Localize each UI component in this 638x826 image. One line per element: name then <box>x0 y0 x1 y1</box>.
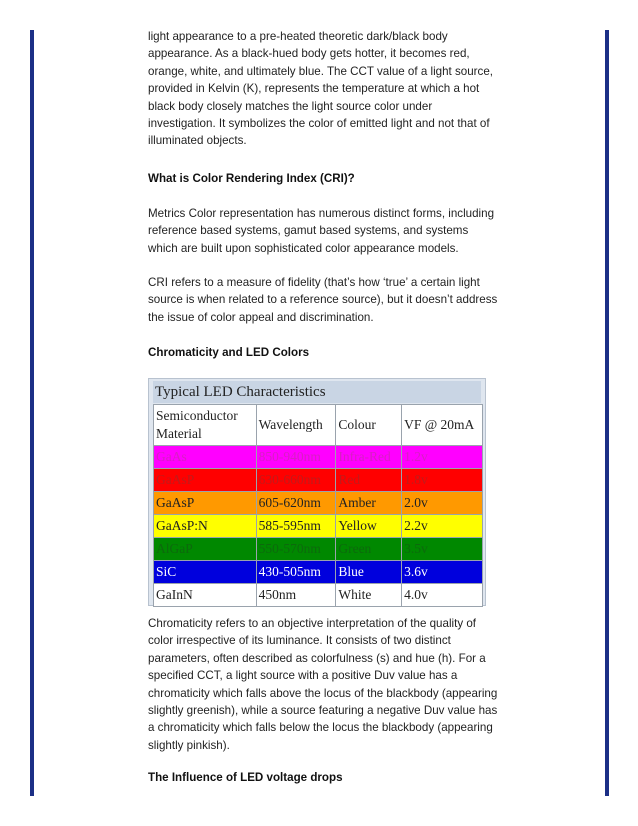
table-cell-material: GaAsP <box>154 492 257 515</box>
table-row <box>154 446 483 469</box>
table-cell-vf: 3.5v <box>402 538 483 561</box>
paragraph-cct: light appearance to a pre-heated theoretic dark/black body appearance. As a black-hued body gets hotter, it becomes red, orange, white, and ultimately blue. The CCT value of a light source, provided in Kelvin (K), represents the temperature at which a hot black body closely matches the light source color under investigation. It symbolizes the color of emitted light and not that of illuminated objects. <box>148 30 493 148</box>
table-cell-wavelength: 605-620nm <box>256 492 336 515</box>
table-cell-vf: 4.0v <box>402 584 483 607</box>
table-cell-wavelength: 550-570nm <box>256 538 336 561</box>
table-cell-material: GaAsP:N <box>154 515 257 538</box>
table-row <box>154 469 483 492</box>
header-colour: Colour <box>336 405 402 446</box>
table-title: Typical LED Characteristics <box>153 381 481 403</box>
table-row <box>154 492 483 515</box>
header-wavelength: Wavelength <box>256 405 336 446</box>
table-cell-colour: Infra-Red <box>336 446 402 469</box>
table-cell-colour: Green <box>336 538 402 561</box>
table-cell-material: GaAsP <box>154 469 257 492</box>
header-vf: VF @ 20mA <box>402 405 483 446</box>
table-row <box>154 584 483 607</box>
table-row <box>154 538 483 561</box>
table-cell-vf: 3.6v <box>402 561 483 584</box>
table-header-row <box>154 405 483 446</box>
right-rail-border <box>605 30 609 796</box>
table-cell-material: GaAs <box>154 446 257 469</box>
heading-voltage-drops: The Influence of LED voltage drops <box>148 771 343 784</box>
left-rail-border <box>30 30 34 796</box>
table-cell-wavelength: 630-660nm <box>256 469 336 492</box>
table-cell-vf: 1.2v <box>402 446 483 469</box>
table-cell-colour: Amber <box>336 492 402 515</box>
heading-cri: What is Color Rendering Index (CRI)? <box>148 172 355 185</box>
heading-chromaticity: Chromaticity and LED Colors <box>148 346 310 359</box>
table-row <box>154 515 483 538</box>
table-cell-wavelength: 850-940nm <box>256 446 336 469</box>
table-cell-colour: Red <box>336 469 402 492</box>
table-cell-colour: Blue <box>336 561 402 584</box>
led-characteristics-table-image <box>148 378 486 606</box>
paragraph-chromaticity: Chromaticity refers to an objective interpretation of the quality of color irrespective of its luminance. It consists of two distinct parameters, often described as colorfulness (s) and hue (h). For a specified CCT, a light source with a positive Duv value has a chromaticity which falls above the locus of the blackbody (appearing slightly greenish), while a source featuring a negative Duv value has a chromaticity which falls below the locus the blackbody (appearing slightly pinkish). <box>148 617 498 752</box>
table-cell-wavelength: 450nm <box>256 584 336 607</box>
table-cell-material: SiC <box>154 561 257 584</box>
table-cell-colour: White <box>336 584 402 607</box>
paragraph-cri-fidelity: CRI refers to a measure of fidelity (that’s how ‘true’ a certain light source is when related to a reference source), but it doesn’t address the issue of color appeal and discrimination. <box>148 276 498 324</box>
table-cell-wavelength: 430-505nm <box>256 561 336 584</box>
table-cell-vf: 2.2v <box>402 515 483 538</box>
table-cell-vf: 2.0v <box>402 492 483 515</box>
header-material: Semiconductor Material <box>154 405 257 446</box>
paragraph-metrics: Metrics Color representation has numerous distinct forms, including reference based systems, gamut based systems, and systems which are built upon sophisticated color appearance models. <box>148 207 495 255</box>
led-table <box>153 404 483 607</box>
table-cell-material: GaInN <box>154 584 257 607</box>
table-cell-vf: 1.8v <box>402 469 483 492</box>
table-cell-material: AlGaP <box>154 538 257 561</box>
table-row <box>154 561 483 584</box>
table-cell-wavelength: 585-595nm <box>256 515 336 538</box>
table-cell-colour: Yellow <box>336 515 402 538</box>
